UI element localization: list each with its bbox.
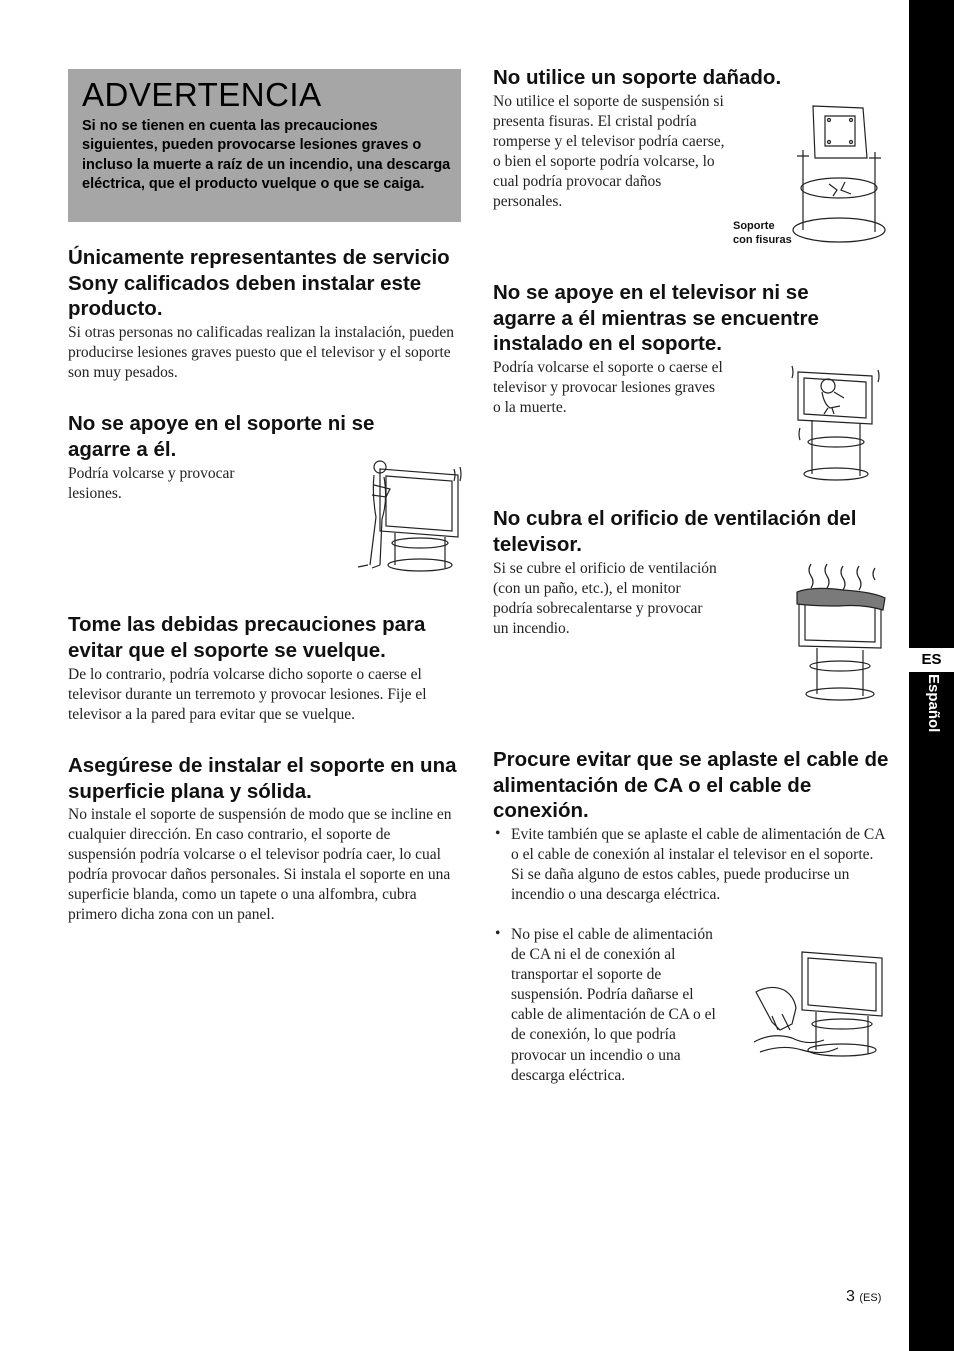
bullet-marker: •: [495, 925, 501, 942]
person-leaning-on-stand-illustration: [340, 455, 465, 575]
bullet-marker: •: [495, 825, 501, 842]
caption-line-2: con fisuras: [733, 234, 792, 246]
section-heading-do-not-lean-stand: No se apoye en el soporte ni se agarre a él.: [68, 412, 375, 461]
section-heading-prevent-tipping: Tome las debidas precauciones para evitar que el soporte se vuelque.: [68, 613, 426, 662]
covered-ventilation-illustration: [793, 562, 888, 702]
cracked-stand-caption: [733, 219, 792, 247]
language-tab-code: ES: [909, 648, 954, 672]
warning-title: ADVERTENCIA: [82, 76, 322, 113]
crushed-cable-illustration: [752, 950, 892, 1060]
section-heading-qualified-installers: Únicamente representantes de servicio Sony calificados deben instalar este producto.: [68, 246, 450, 320]
section-body-flat-surface: No instale el soporte de suspensión de modo que se incline en cualquier dirección. En caso contrario, el soporte de suspensión podría volcarse o el televisor podría caer, lo cual podría provocar daños personales. Si instala el soporte en una superficie blanda, como un tapete o una alfombra, cubra primero dicha zona con un panel.: [68, 806, 452, 924]
section-body-do-not-lean-tv: Podría volcarse el soporte o caerse el televisor y provocar lesiones graves o la muerte.: [493, 359, 723, 417]
section-heading-do-not-lean-tv: No se apoye en el televisor ni se agarre a él mientras se encuentre instalado en el soporte.: [493, 281, 819, 355]
section-heading-damaged-stand: No utilice un soporte dañado.: [493, 66, 782, 89]
person-hanging-on-tv-illustration: [790, 362, 885, 482]
cracked-stand-illustration: [785, 100, 895, 250]
bullet-text-2: No pise el cable de alimentación de CA ni el de conexión al transportar el soporte de suspensión. Podría dañarse el cable de alimentación de CA o el de conexión, lo que podría provocar un incendio o una descarga eléctrica.: [511, 926, 716, 1084]
section-body-qualified-installers: Si otras personas no calificadas realizan la instalación, pueden producirse lesiones graves puesto que el televisor y el soporte son muy pesados.: [68, 324, 455, 382]
section-body-prevent-tipping: De lo contrario, podría volcarse dicho soporte o caerse el televisor durante un terremoto y provocar lesiones. Fije el televisor a la pared para evitar que se vuelque.: [68, 666, 427, 724]
caption-line-1: Soporte: [733, 220, 775, 232]
page-number: [846, 1288, 881, 1306]
language-tab-label: Español: [925, 674, 942, 733]
page-number-value: 3: [846, 1288, 855, 1305]
section-heading-ventilation: No cubra el orificio de ventilación del televisor.: [493, 507, 857, 556]
warning-text: Si no se tienen en cuenta las precauciones siguientes, pueden provocarse lesiones graves o incluso la muerte a raíz de un incendio, una descarga eléctrica, que el producto vuelque o que se caiga.: [82, 118, 451, 192]
section-body-damaged-stand: No utilice el soporte de suspensión si presenta fisuras. El cristal podría romperse y el televisor podría caerse, o bien el soporte podría volcarse, lo cual podría provocar daños personales.: [493, 93, 725, 211]
page-number-suffix: (ES): [859, 1292, 882, 1304]
section-body-ventilation: Si se cubre el orificio de ventilación (con un paño, etc.), el monitor podría sobrecalentarse y provocar un incendio.: [493, 560, 717, 638]
bullet-text-1: Evite también que se aplaste el cable de alimentación de CA o el cable de conexión al instalar el televisor en el soporte. Si se daña alguno de estos cables, puede producirse un incendio o una descarga eléctrica.: [511, 826, 885, 904]
section-body-do-not-lean-stand: Podría volcarse y provocar lesiones.: [68, 465, 235, 503]
section-heading-flat-surface: Asegúrese de instalar el soporte en una superficie plana y sólida.: [68, 754, 457, 803]
section-heading-crushed-cable: Procure evitar que se aplaste el cable de alimentación de CA o el cable de conexión.: [493, 748, 889, 822]
